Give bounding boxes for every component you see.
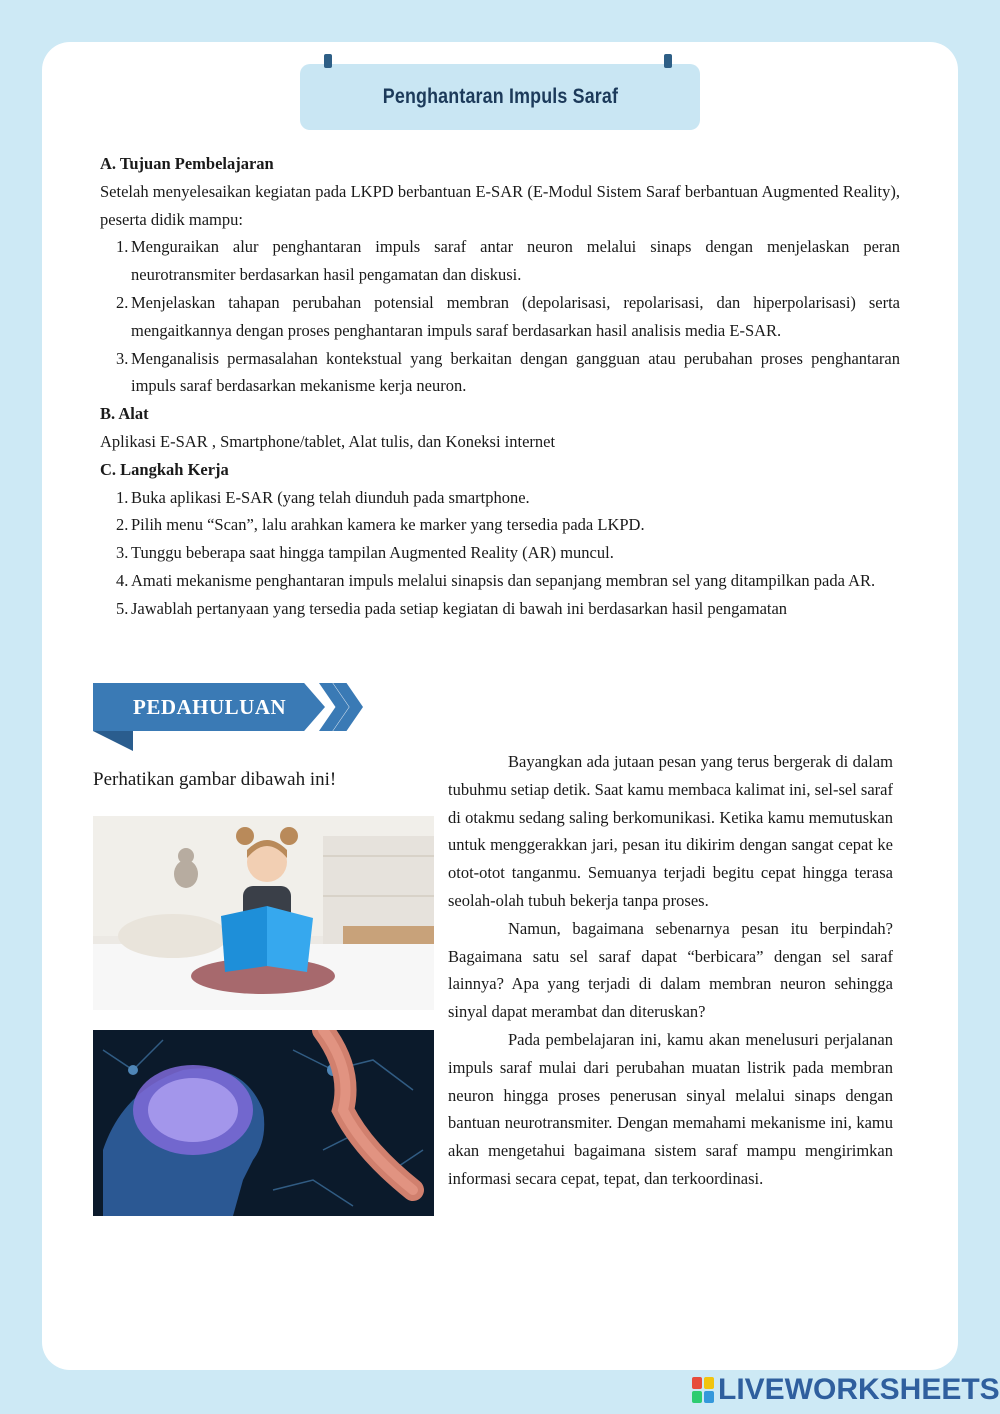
- steps-list: [100, 484, 900, 623]
- title-box: [300, 64, 700, 130]
- banner-fold: [93, 731, 133, 751]
- item-number: 3.: [116, 348, 129, 368]
- brain-neuron-image: [93, 1030, 434, 1216]
- pin-left-icon: [324, 54, 332, 68]
- objectives-content: [100, 150, 900, 623]
- item-number: 1.: [116, 487, 129, 507]
- list-item: [100, 289, 900, 345]
- observe-instruction: Perhatikan gambar dibawah ini!: [93, 769, 337, 790]
- liveworksheets-logo: [692, 1374, 1000, 1406]
- liveworksheets-brand: LIVEWORKSHEETS: [718, 1373, 1000, 1406]
- section-c-heading: C. Langkah Kerja: [100, 459, 229, 479]
- section-banner: [93, 683, 373, 753]
- list-item: [100, 345, 900, 401]
- intro-paragraph-3: Pada pembelajaran ini, kamu akan menelusuri perjalanan impuls saraf mulai dari perubahan muatan listrik pada membran neuron hingga proses penerusan sinyal melalui sinaps dengan bantuan neurotransmiter. Dengan memahami mekanisme ini, kamu akan mengetahui bagaimana sistem saraf mampu mengirimkan informasi secara cepat, tepat, dan terkoordinasi.: [448, 1029, 893, 1188]
- title-banner: [300, 64, 700, 130]
- item-text: Buka aplikasi E-SAR (yang telah diunduh pada smartphone.: [131, 487, 530, 507]
- item-number: 3.: [116, 543, 129, 563]
- list-item: [100, 539, 900, 567]
- section-b-text: Aplikasi E-SAR , Smartphone/tablet, Alat tulis, dan Koneksi internet: [100, 431, 556, 451]
- item-text: Amati mekanisme penghantaran impuls melalui sinapsis dan sepanjang membran sel yang ditampilkan pada AR.: [131, 570, 876, 590]
- section-b-heading: B. Alat: [100, 404, 149, 424]
- intro-text: [448, 748, 893, 1193]
- banner-label: PEDAHULUAN: [133, 695, 287, 719]
- objectives-list: [100, 233, 900, 400]
- section-a-intro: Setelah menyelesaikan kegiatan pada LKPD berbantuan E-SAR (E-Modul Sistem Saraf berbantuan Augmented Reality), peserta didik mampu:: [100, 181, 900, 229]
- list-item: [100, 511, 900, 539]
- list-item: [100, 595, 900, 623]
- item-number: 2.: [116, 292, 129, 312]
- page-title: Penghantaran Impuls Saraf: [382, 85, 618, 108]
- item-number: 5.: [116, 598, 129, 618]
- list-item: [100, 567, 900, 595]
- item-text: Menguraikan alur penghantaran impuls saraf antar neuron melalui sinaps dengan menjelaskan peran neurotransmiter berdasarkan hasil pengamatan dan diskusi.: [131, 237, 900, 285]
- intro-paragraph-1: Bayangkan ada jutaan pesan yang terus bergerak di dalam tubuhmu setiap detik. Saat kamu membaca kalimat ini, sel-sel saraf di otakmu sedang saling berkomunikasi. Ketika kamu memutuskan untuk menggerakkan jari, pesan itu dikirim dengan sangat cepat ke otot-otot tanganmu. Semuanya terjadi begitu cepat hingga terasa seolah-olah tubuh bekerja tanpa proses.: [448, 752, 893, 910]
- list-item: [100, 484, 900, 512]
- item-text: Pilih menu “Scan”, lalu arahkan kamera ke marker yang tersedia pada LKPD.: [131, 515, 645, 535]
- girl-reading-image: [93, 816, 434, 1010]
- item-number: 1.: [116, 237, 129, 257]
- item-number: 4.: [116, 570, 129, 590]
- item-text: Jawablah pertanyaan yang tersedia pada setiap kegiatan di bawah ini berdasarkan hasil pengamatan: [131, 598, 788, 618]
- brain-neuron-illustration: [93, 1030, 434, 1216]
- girl-reading-illustration: [93, 816, 434, 1010]
- intro-paragraph-2: Namun, bagaimana sebenarnya pesan itu berpindah? Bagaimana satu sel saraf dapat “berbicara” dengan sel saraf lainnya? Apa yang terjadi di dalam membran neuron sehingga sinyal dapat merambat dan diteruskan?: [448, 918, 893, 1022]
- worksheet-page: [42, 42, 958, 1370]
- pin-right-icon: [664, 54, 672, 68]
- liveworksheets-icon: [692, 1377, 714, 1403]
- list-item: [100, 233, 900, 289]
- item-number: 2.: [116, 515, 129, 535]
- item-text: Menganalisis permasalahan kontekstual yang berkaitan dengan gangguan atau perubahan proses penghantaran impuls saraf berdasarkan mekanisme kerja neuron.: [131, 348, 900, 396]
- item-text: Menjelaskan tahapan perubahan potensial membran (depolarisasi, repolarisasi, dan hiperpolarisasi) serta mengaitkannya dengan proses penghantaran impuls saraf berdasarkan hasil analisis media E-SAR.: [131, 292, 900, 340]
- item-text: Tunggu beberapa saat hingga tampilan Augmented Reality (AR) muncul.: [131, 543, 614, 563]
- section-a-heading: A. Tujuan Pembelajaran: [100, 154, 274, 173]
